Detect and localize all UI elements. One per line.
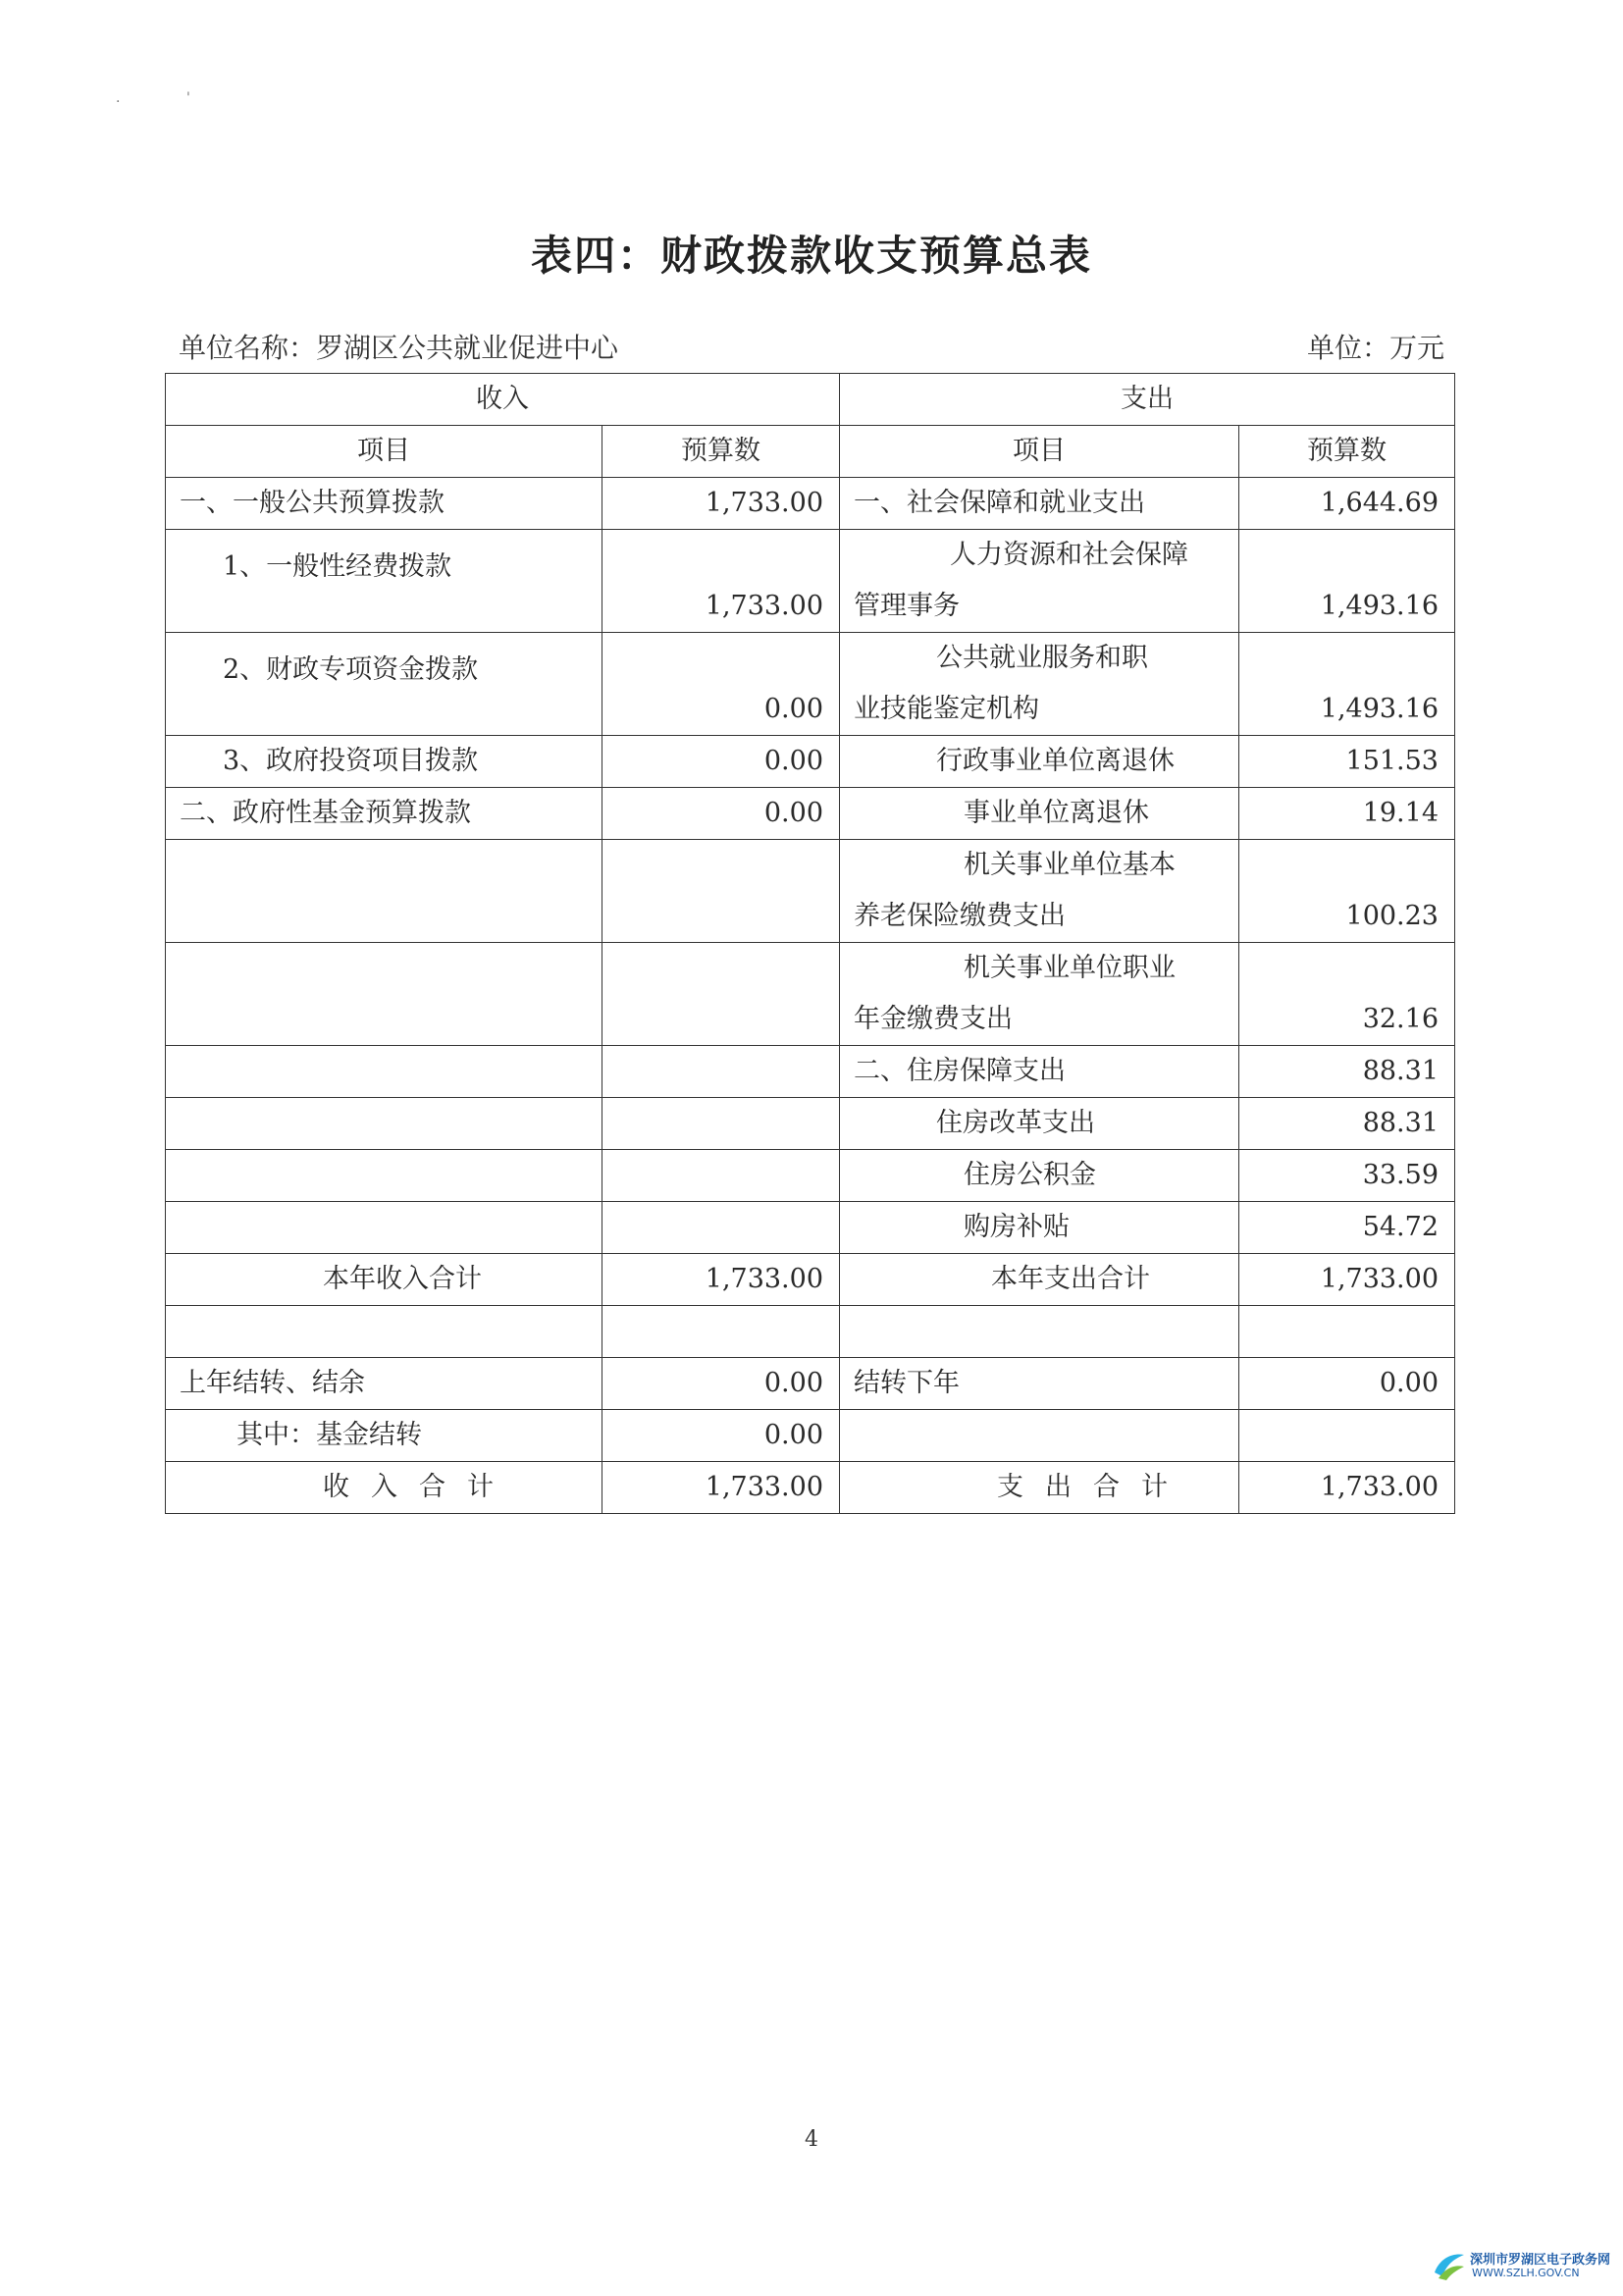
table-row bbox=[166, 1358, 1455, 1410]
expense-value bbox=[1239, 1410, 1455, 1462]
table-row bbox=[166, 1410, 1455, 1462]
expense-item-line1: 机关事业单位职业 bbox=[964, 953, 1176, 983]
expense-item-line2: 业技能鉴定机构 bbox=[854, 694, 1039, 724]
table-row bbox=[166, 1150, 1455, 1202]
expense-item-line1: 人力资源和社会保障 bbox=[950, 540, 1188, 570]
income-item-text: 1、一般性经费拨款 bbox=[223, 551, 452, 582]
income-value bbox=[602, 1046, 840, 1098]
income-total-value: 1,733.00 bbox=[602, 1462, 840, 1514]
income-total-label: 收入合计 bbox=[323, 1472, 515, 1502]
income-item: 本年收入合计 bbox=[166, 1254, 602, 1306]
income-item: 上年结转、结余 bbox=[166, 1358, 602, 1410]
szlh-logo-icon bbox=[1431, 2247, 1468, 2284]
page-title: 表四：财政拨款收支预算总表 bbox=[530, 232, 1092, 280]
income-value bbox=[602, 840, 840, 943]
expense-value-text: 32.16 bbox=[1362, 1004, 1439, 1034]
expense-total-label: 支出合计 bbox=[997, 1472, 1189, 1502]
income-value-text: 1,733.00 bbox=[705, 591, 823, 621]
expense-item: 一、社会保障和就业支出 bbox=[840, 478, 1239, 530]
unit-name-label: 单位名称：罗湖区公共就业促进中心 bbox=[179, 332, 619, 364]
expense-value: 19.14 bbox=[1239, 788, 1455, 840]
expense-item: 二、住房保障支出 bbox=[840, 1046, 1239, 1098]
table-row bbox=[166, 1254, 1455, 1306]
income-value: 0.00 bbox=[602, 788, 840, 840]
header-row-sections bbox=[166, 374, 1455, 426]
expense-item: 住房公积金 bbox=[840, 1150, 1239, 1202]
income-value bbox=[602, 1306, 840, 1358]
expense-item: 结转下年 bbox=[840, 1358, 1239, 1410]
expense-value: 0.00 bbox=[1239, 1358, 1455, 1410]
expense-value bbox=[1239, 840, 1455, 943]
income-item: 一、一般公共预算拨款 bbox=[166, 478, 602, 530]
budget-summary-table bbox=[165, 373, 1455, 1514]
expense-value bbox=[1239, 943, 1455, 1046]
expense-value bbox=[1239, 1306, 1455, 1358]
income-value: 0.00 bbox=[602, 1410, 840, 1462]
expense-value: 1,644.69 bbox=[1239, 478, 1455, 530]
expense-value: 1,733.00 bbox=[1239, 1254, 1455, 1306]
income-value: 1,733.00 bbox=[602, 1254, 840, 1306]
scan-speck: ' bbox=[186, 90, 190, 106]
income-value-text: 0.00 bbox=[763, 694, 823, 724]
logo-domain: WWW.SZLH.GOV.CN bbox=[1472, 2267, 1580, 2279]
table-row bbox=[166, 943, 1455, 1046]
expense-item: 本年支出合计 bbox=[840, 1254, 1239, 1306]
expense-header: 支出 bbox=[840, 374, 1455, 426]
table-row bbox=[166, 736, 1455, 788]
expense-value-text: 1,493.16 bbox=[1320, 591, 1439, 621]
income-value bbox=[602, 1098, 840, 1150]
expense-total-value: 1,733.00 bbox=[1239, 1462, 1455, 1514]
income-value bbox=[602, 530, 840, 633]
table-row bbox=[166, 840, 1455, 943]
income-value: 1,733.00 bbox=[602, 478, 840, 530]
income-budget-header: 预算数 bbox=[602, 426, 840, 478]
expense-item-line1: 机关事业单位基本 bbox=[964, 850, 1176, 880]
table-row bbox=[166, 1098, 1455, 1150]
scan-speck: · bbox=[116, 94, 121, 110]
income-item: 3、政府投资项目拨款 bbox=[166, 736, 602, 788]
income-item bbox=[166, 633, 602, 736]
income-total-item bbox=[166, 1462, 602, 1514]
income-value: 0.00 bbox=[602, 1358, 840, 1410]
expense-value: 151.53 bbox=[1239, 736, 1455, 788]
table-row-total bbox=[166, 1462, 1455, 1514]
expense-item-line1: 公共就业服务和职 bbox=[936, 643, 1148, 673]
expense-item bbox=[840, 1306, 1239, 1358]
table-row bbox=[166, 633, 1455, 736]
income-value bbox=[602, 943, 840, 1046]
income-value bbox=[602, 633, 840, 736]
income-item-text: 2、财政专项资金拨款 bbox=[223, 654, 479, 685]
expense-item bbox=[840, 530, 1239, 633]
expense-item: 购房补贴 bbox=[840, 1202, 1239, 1254]
table-row bbox=[166, 1306, 1455, 1358]
income-item bbox=[166, 1046, 602, 1098]
income-item: 其中：基金结转 bbox=[166, 1410, 602, 1462]
expense-value: 33.59 bbox=[1239, 1150, 1455, 1202]
expense-value-text: 100.23 bbox=[1345, 901, 1439, 931]
table-row bbox=[166, 530, 1455, 633]
unit-measure-label: 单位：万元 bbox=[1306, 332, 1444, 364]
expense-item: 事业单位离退休 bbox=[840, 788, 1239, 840]
income-item bbox=[166, 1098, 602, 1150]
income-value bbox=[602, 1202, 840, 1254]
income-item bbox=[166, 943, 602, 1046]
expense-item-line2: 养老保险缴费支出 bbox=[854, 901, 1066, 931]
expense-total-item bbox=[840, 1462, 1239, 1514]
income-item bbox=[166, 1150, 602, 1202]
expense-budget-header: 预算数 bbox=[1239, 426, 1455, 478]
income-item bbox=[166, 1202, 602, 1254]
expense-item-header: 项目 bbox=[840, 426, 1239, 478]
table-row bbox=[166, 1046, 1455, 1098]
expense-item bbox=[840, 1410, 1239, 1462]
income-item: 二、政府性基金预算拨款 bbox=[166, 788, 602, 840]
expense-value: 88.31 bbox=[1239, 1098, 1455, 1150]
expense-value bbox=[1239, 633, 1455, 736]
table-row bbox=[166, 788, 1455, 840]
table-row bbox=[166, 1202, 1455, 1254]
table-row bbox=[166, 478, 1455, 530]
income-value bbox=[602, 1150, 840, 1202]
logo-site-name: 深圳市罗湖区电子政务网 bbox=[1470, 2253, 1611, 2268]
page-number: 4 bbox=[805, 2127, 818, 2152]
income-item bbox=[166, 840, 602, 943]
expense-value bbox=[1239, 530, 1455, 633]
expense-item bbox=[840, 633, 1239, 736]
expense-item-line2: 管理事务 bbox=[854, 591, 960, 621]
income-item bbox=[166, 1306, 602, 1358]
header-row-columns bbox=[166, 426, 1455, 478]
income-item bbox=[166, 530, 602, 633]
income-header: 收入 bbox=[166, 374, 840, 426]
expense-value: 54.72 bbox=[1239, 1202, 1455, 1254]
szlh-logo bbox=[1431, 2247, 1617, 2286]
expense-item bbox=[840, 840, 1239, 943]
expense-item: 行政事业单位离退休 bbox=[840, 736, 1239, 788]
expense-item bbox=[840, 943, 1239, 1046]
income-item-header: 项目 bbox=[166, 426, 602, 478]
expense-value: 88.31 bbox=[1239, 1046, 1455, 1098]
expense-item: 住房改革支出 bbox=[840, 1098, 1239, 1150]
unit-info-row bbox=[179, 327, 1444, 366]
income-value: 0.00 bbox=[602, 736, 840, 788]
expense-item-line2: 年金缴费支出 bbox=[854, 1004, 1013, 1034]
expense-value-text: 1,493.16 bbox=[1320, 694, 1439, 724]
